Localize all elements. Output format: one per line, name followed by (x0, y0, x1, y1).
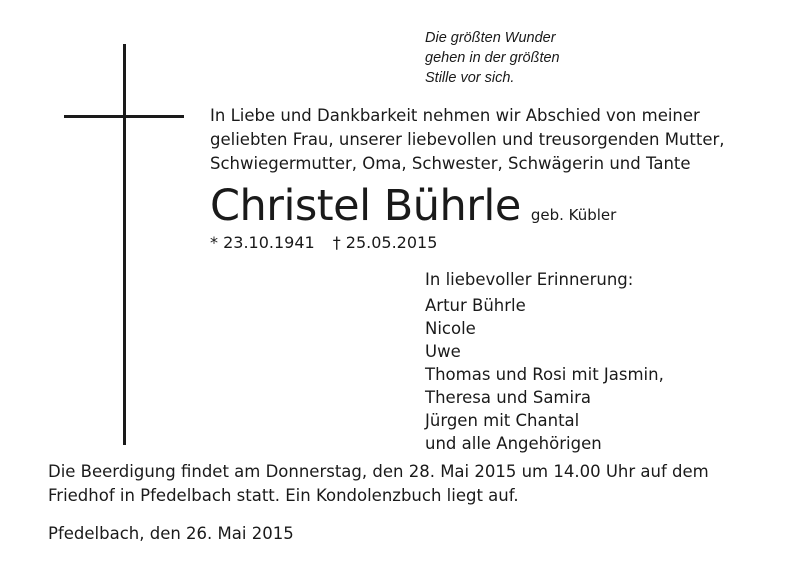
mourner-name: Nicole (425, 319, 476, 338)
birth-date: * 23.10.1941 (210, 233, 315, 252)
deceased-name: Christel Bührle (210, 181, 521, 231)
mourners-list (425, 294, 664, 455)
quote-line: Die größten Wunder (425, 30, 556, 46)
quote-line: gehen in der größten (425, 50, 560, 66)
mourner-name: Artur Bührle (425, 296, 526, 315)
intro-line: geliebten Frau, unserer liebevollen und treusorgenden Mutter, (210, 130, 725, 149)
cross-icon (123, 44, 126, 445)
place-date: Pfedelbach, den 26. Mai 2015 (48, 524, 294, 543)
death-date: † 25.05.2015 (332, 233, 438, 252)
mourner-name: Uwe (425, 342, 461, 361)
intro-line: In Liebe und Dankbarkeit nehmen wir Abschied von meiner (210, 106, 700, 125)
mourners-heading: In liebevoller Erinnerung: (425, 270, 634, 289)
intro-line: Schwiegermutter, Oma, Schwester, Schwägerin und Tante (210, 154, 691, 173)
maiden-name: geb. Kübler (530, 206, 617, 224)
deceased-name-row (210, 180, 616, 232)
intro-text (210, 104, 725, 176)
mourner-name: Jürgen mit Chantal (425, 411, 580, 430)
quote-line: Stille vor sich. (425, 70, 515, 86)
mourner-name: und alle Angehörigen (425, 434, 602, 453)
mourner-name: Thomas und Rosi mit Jasmin, (425, 365, 664, 384)
cross-icon-bar (64, 115, 184, 118)
quote (425, 28, 560, 88)
funeral-notice (48, 460, 709, 508)
funeral-line: Die Beerdigung findet am Donnerstag, den 28. Mai 2015 um 14.00 Uhr auf dem (48, 462, 709, 481)
mourner-name: Theresa und Samira (425, 388, 591, 407)
life-dates (210, 232, 437, 254)
funeral-line: Friedhof in Pfedelbach statt. Ein Kondolenzbuch liegt auf. (48, 486, 519, 505)
